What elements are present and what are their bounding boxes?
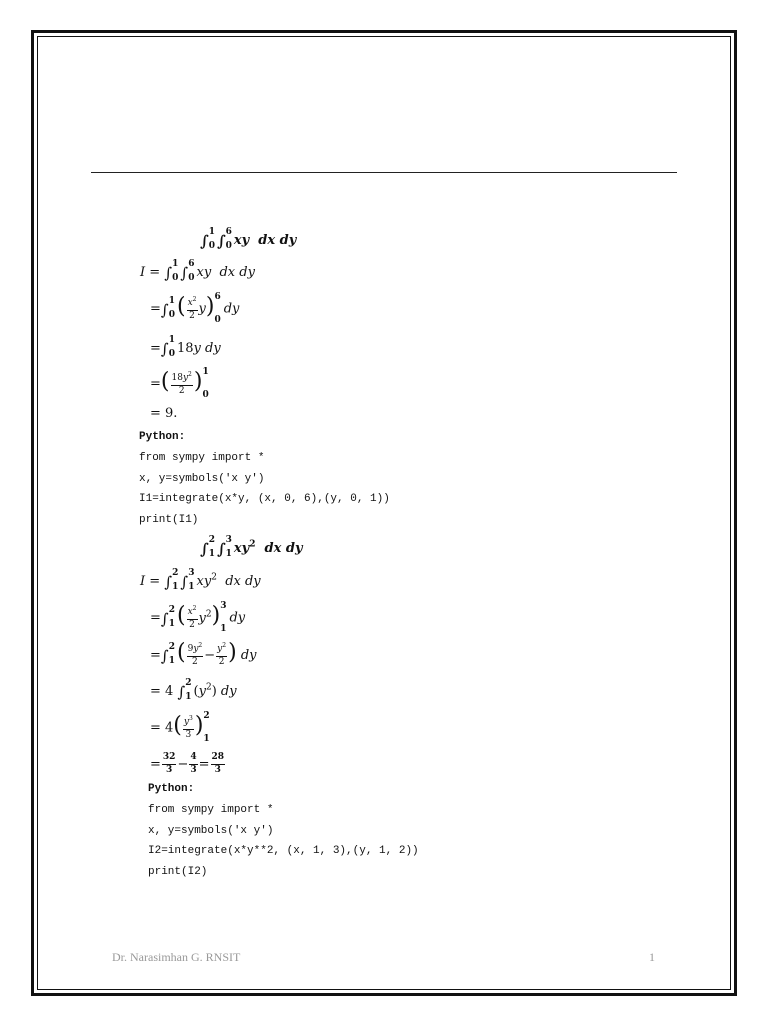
problem1-step1: I = ∫ 1 0 ∫ 6 0 xy dx dy	[140, 259, 255, 283]
problem1-step3: =∫ 1 0 18y dy	[150, 335, 221, 359]
problem2-step6: = $\frac{32}{3}$ − $\frac{4}{3}$ = $\frac{28}{3}$	[150, 752, 225, 775]
problem1-step2: =∫ 1 0 ( $\frac{x^2}{2}$ y) 6 0 dy	[150, 292, 240, 325]
problem2-step4: = 4 ∫ 2 1 $(y^2)$ dy	[150, 678, 237, 702]
problem1-code-line4: print(I1)	[139, 514, 199, 526]
problem1-step5: = 9.	[150, 406, 178, 421]
header-rule	[91, 172, 677, 173]
problem2-header: ∫ 2 1 ∫ 3 1 $xy^2$ dx dy	[200, 535, 303, 559]
footer-page-number: 1	[649, 950, 655, 964]
footer-author: Dr. Narasimhan G. RNSIT	[112, 950, 241, 964]
problem2-python-label: Python:	[148, 783, 195, 795]
problem1-code-line1: from sympy import *	[139, 452, 265, 464]
problem1-python-label: Python:	[139, 431, 186, 443]
problem2-step3: =∫ 2 1 ( $\frac{9y^2}{2}$ − $\frac{y^2}{2}$ ) dy	[150, 640, 257, 667]
problem1-code-line2: x, y=symbols('x y')	[139, 473, 265, 485]
problem2-code-line1: from sympy import *	[148, 804, 274, 816]
problem1-header: ∫ 1 0 ∫ 6 0 xy dx dy	[200, 227, 297, 251]
problem1-code-line3: I1=integrate(x*y, (x, 0, 6),(y, 0, 1))	[139, 493, 390, 505]
problem2-code-line3: I2=integrate(x*y**2, (x, 1, 3),(y, 1, 2))	[148, 845, 419, 857]
problem2-step5: = 4( $\frac{y^3}{3}$ ) 2 1	[150, 711, 210, 744]
problem2-code-line2: x, y=symbols('x y')	[148, 825, 274, 837]
problem2-step1: I = ∫ 2 1 ∫ 3 1 $xy^2$ dx dy	[140, 568, 261, 592]
problem2-step2: =∫ 2 1 ( $\frac{x^2}{2}$ $y^2$) 3 1 dy	[150, 601, 246, 634]
problem1-step4: =( $\frac{18y^2}{2}$ ) 1 0	[150, 367, 209, 400]
problem2-code-line4: print(I2)	[148, 866, 208, 878]
